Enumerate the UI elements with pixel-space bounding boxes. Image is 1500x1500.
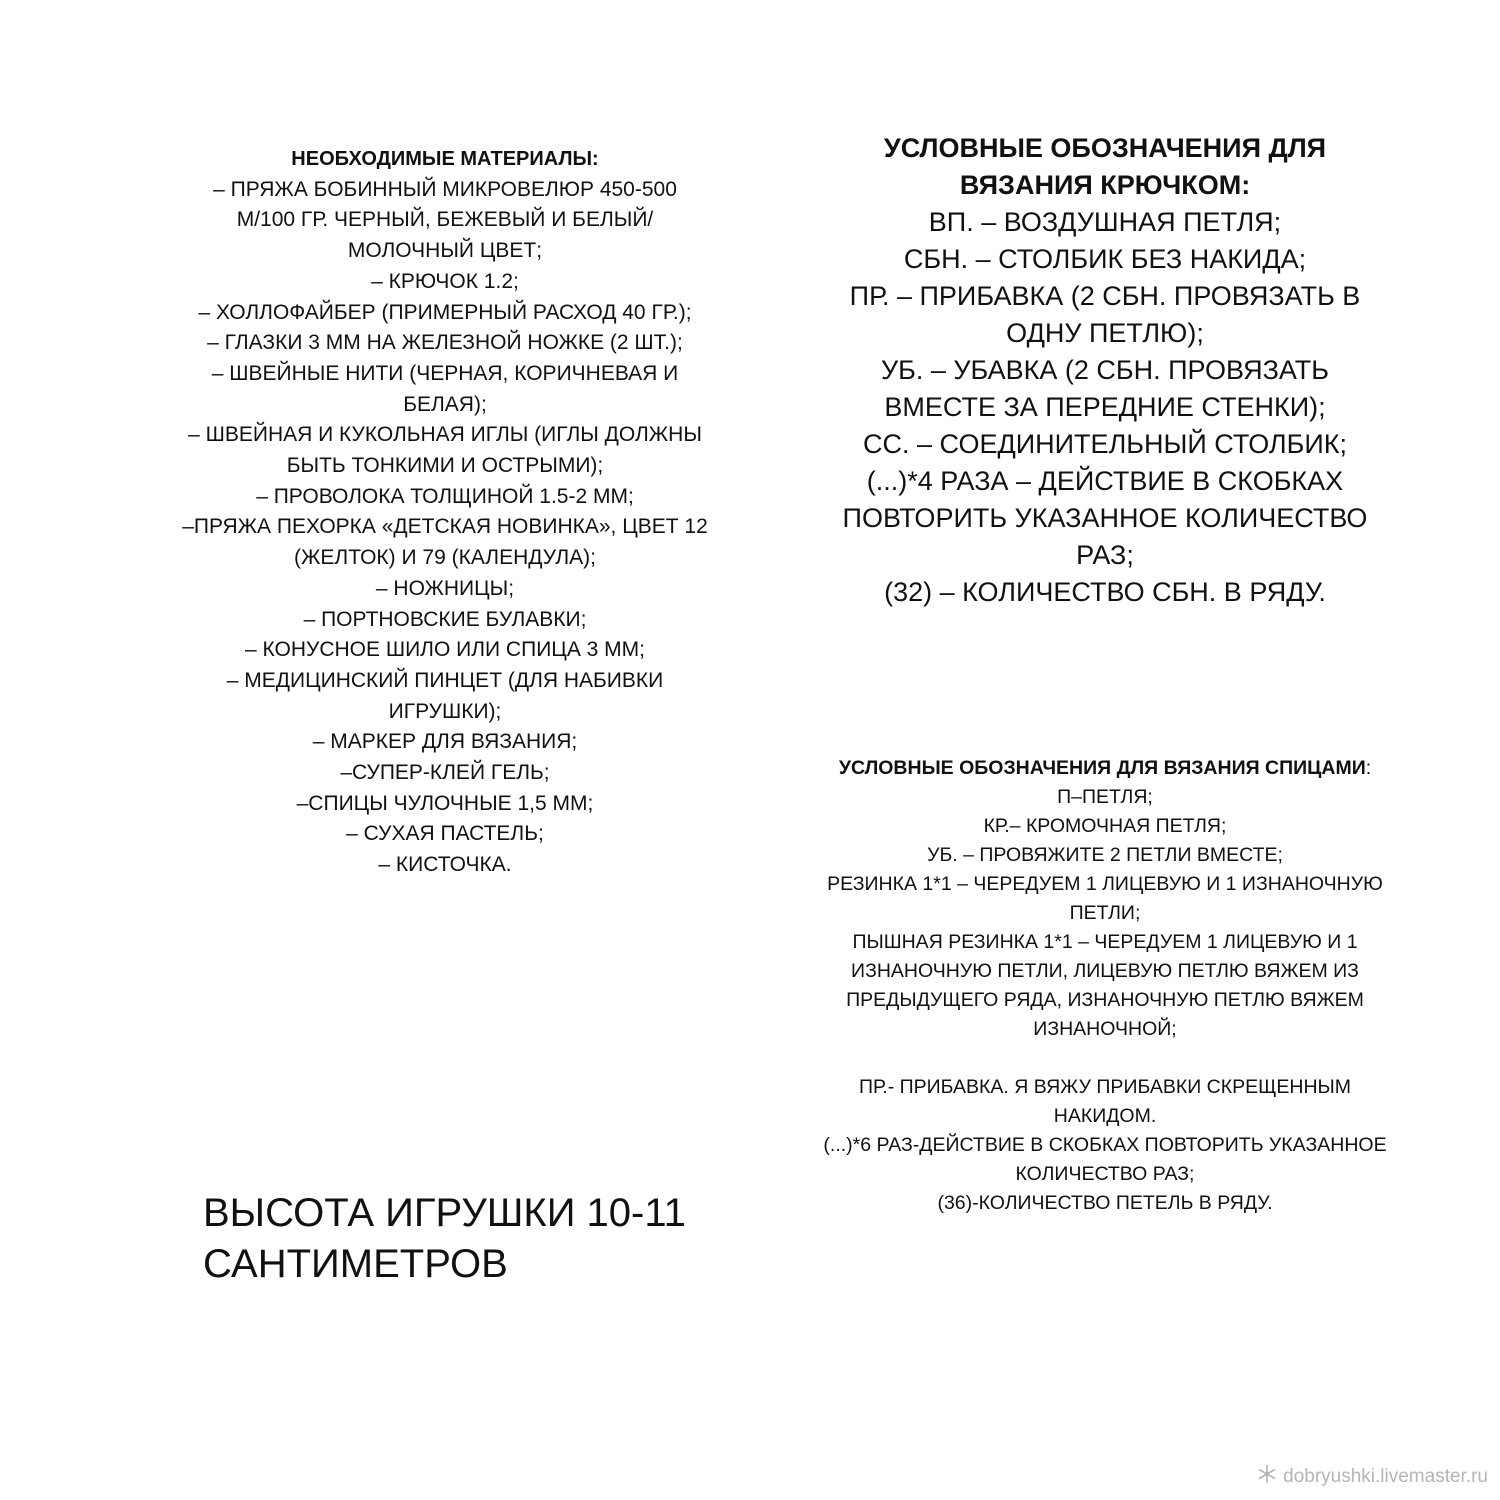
crochet-legend-line: РАЗ; bbox=[1076, 540, 1134, 570]
materials-line: М/100 ГР. ЧЕРНЫЙ, БЕЖЕВЫЙ И БЕЛЫЙ/ bbox=[236, 208, 654, 232]
crochet-legend-line: СС. – СОЕДИНИТЕЛЬНЫЙ СТОЛБИК; bbox=[863, 429, 1347, 459]
materials-line: – ПРОВОЛОКА ТОЛЩИНОЙ 1.5-2 ММ; bbox=[256, 484, 634, 508]
knitting-legend-line: ИЗНАНОЧНОЙ; bbox=[1033, 1018, 1177, 1040]
knitting-legend-line: ПЫШНАЯ РЕЗИНКА 1*1 – ЧЕРЕДУЕМ 1 ЛИЦЕВУЮ И 1 bbox=[852, 931, 1358, 953]
materials-line: – ШВЕЙНАЯ И КУКОЛЬНАЯ ИГЛЫ (ИГЛЫ ДОЛЖНЫ bbox=[188, 423, 702, 447]
crochet-legend-line: ПОВТОРИТЬ УКАЗАННОЕ КОЛИЧЕСТВО bbox=[842, 503, 1368, 533]
materials-section bbox=[145, 144, 745, 881]
knitting-legend-line: (36)-КОЛИЧЕСТВО ПЕТЕЛЬ В РЯДУ. bbox=[937, 1192, 1273, 1214]
knitting-legend-line: УБ. – ПРОВЯЖИТЕ 2 ПЕТЛИ ВМЕСТЕ; bbox=[927, 844, 1283, 866]
knitting-legend-line: ПР.- ПРИБАВКА. Я ВЯЖУ ПРИБАВКИ СКРЕЩЕННЫМ bbox=[858, 1076, 1352, 1098]
knitting-legend-heading bbox=[770, 754, 1440, 783]
watermark bbox=[1257, 1464, 1488, 1490]
materials-line: –СУПЕР-КЛЕЙ ГЕЛЬ; bbox=[340, 761, 550, 785]
materials-line: – СУХАЯ ПАСТЕЛЬ; bbox=[346, 822, 544, 846]
knitting-legend-line: РЕЗИНКА 1*1 – ЧЕРЕДУЕМ 1 ЛИЦЕВУЮ И 1 ИЗНАНОЧНУЮ bbox=[827, 873, 1383, 895]
materials-line: – ГЛАЗКИ 3 ММ НА ЖЕЛЕЗНОЙ НОЖКЕ (2 ШТ.); bbox=[207, 331, 683, 355]
materials-line: – ПОРТНОВСКИЕ БУЛАВКИ; bbox=[303, 607, 587, 631]
materials-line: – КОНУСНОЕ ШИЛО ИЛИ СПИЦА 3 ММ; bbox=[244, 638, 645, 662]
paragraph-gap bbox=[770, 1044, 1440, 1073]
crochet-legend-line: ВМЕСТЕ ЗА ПЕРЕДНИЕ СТЕНКИ); bbox=[884, 392, 1326, 422]
crochet-legend-line: ОДНУ ПЕТЛЮ); bbox=[1006, 318, 1204, 348]
toy-height-line: ВЫСОТА ИГРУШКИ 10-11 bbox=[203, 1191, 686, 1235]
crochet-legend-section bbox=[805, 130, 1405, 611]
knitting-legend-line: НАКИДОМ. bbox=[1053, 1105, 1157, 1127]
knitting-legend-colon: : bbox=[1365, 757, 1372, 779]
materials-line: МОЛОЧНЫЙ ЦВЕТ; bbox=[347, 239, 543, 263]
crochet-legend-line: ПР. – ПРИБАВКА (2 СБН. ПРОВЯЗАТЬ В bbox=[849, 281, 1361, 311]
knitting-legend-line: (...)*6 РАЗ-ДЕЙСТВИЕ В СКОБКАХ ПОВТОРИТЬ УКАЗАННОЕ bbox=[823, 1134, 1387, 1156]
knitting-legend-section bbox=[770, 754, 1440, 1218]
crochet-legend-line: (...)*4 РАЗА – ДЕЙСТВИЕ В СКОБКАХ bbox=[866, 466, 1344, 496]
materials-line: –ПРЯЖА ПЕХОРКА «ДЕТСКАЯ НОВИНКА», ЦВЕТ 12 bbox=[182, 515, 708, 539]
knitting-legend-line: ПЕТЛИ; bbox=[1069, 902, 1141, 924]
materials-line: – НОЖНИЦЫ; bbox=[375, 576, 515, 600]
materials-line: –СПИЦЫ ЧУЛОЧНЫЕ 1,5 ММ; bbox=[296, 791, 594, 815]
toy-height-note bbox=[203, 1188, 823, 1290]
materials-line: БЫТЬ ТОНКИМИ И ОСТРЫМИ); bbox=[286, 454, 604, 478]
watermark-text: dobryushki.livemaster.ru bbox=[1283, 1466, 1488, 1487]
crochet-legend-line: СБН. – СТОЛБИК БЕЗ НАКИДА; bbox=[903, 244, 1307, 274]
snowflake-icon bbox=[1257, 1464, 1277, 1490]
materials-line: – КРЮЧОК 1.2; bbox=[371, 269, 519, 293]
knitting-legend-line: ИЗНАНОЧНУЮ ПЕТЛИ, ЛИЦЕВУЮ ПЕТЛЮ ВЯЖЕМ ИЗ bbox=[851, 960, 1359, 982]
materials-line: – ШВЕЙНЫЕ НИТИ (ЧЕРНАЯ, КОРИЧНЕВАЯ И bbox=[211, 361, 679, 385]
materials-line: – ПРЯЖА БОБИННЫЙ МИКРОВЕЛЮР 450-500 bbox=[213, 177, 677, 201]
materials-title: НЕОБХОДИМЫЕ МАТЕРИАЛЫ: bbox=[291, 148, 599, 170]
crochet-legend-line: ВП. – ВОЗДУШНАЯ ПЕТЛЯ; bbox=[928, 207, 1282, 237]
knitting-legend-line: КОЛИЧЕСТВО РАЗ; bbox=[1015, 1163, 1195, 1185]
crochet-legend-title: УСЛОВНЫЕ ОБОЗНАЧЕНИЯ ДЛЯ bbox=[883, 133, 1327, 163]
knitting-legend-line: ПРЕДЫДУЩЕГО РЯДА, ИЗНАНОЧНУЮ ПЕТЛЮ ВЯЖЕМ bbox=[846, 989, 1364, 1011]
crochet-legend-title: ВЯЗАНИЯ КРЮЧКОМ: bbox=[959, 170, 1251, 200]
materials-line: ИГРУШКИ); bbox=[388, 699, 502, 723]
crochet-legend-line: (32) – КОЛИЧЕСТВО СБН. В РЯДУ. bbox=[884, 577, 1326, 607]
toy-height-line: САНТИМЕТРОВ bbox=[203, 1242, 508, 1286]
materials-line: – ХОЛЛОФАЙБЕР (ПРИМЕРНЫЙ РАСХОД 40 ГР.); bbox=[198, 300, 692, 324]
materials-line: – КИСТОЧКА. bbox=[378, 853, 512, 877]
knitting-legend-line: П–ПЕТЛЯ; bbox=[1057, 786, 1153, 808]
knitting-legend-line: КР.– КРОМОЧНАЯ ПЕТЛЯ; bbox=[983, 815, 1227, 837]
materials-line: БЕЛАЯ); bbox=[403, 392, 487, 416]
materials-line: (ЖЕЛТОК) И 79 (КАЛЕНДУЛА); bbox=[294, 546, 596, 570]
crochet-legend-line: УБ. – УБАВКА (2 СБН. ПРОВЯЗАТЬ bbox=[880, 355, 1329, 385]
materials-line: – МЕДИЦИНСКИЙ ПИНЦЕТ (ДЛЯ НАБИВКИ bbox=[226, 668, 664, 692]
materials-line: – МАРКЕР ДЛЯ ВЯЗАНИЯ; bbox=[312, 730, 578, 754]
knitting-legend-title: УСЛОВНЫЕ ОБОЗНАЧЕНИЯ ДЛЯ ВЯЗАНИЯ СПИЦАМИ bbox=[838, 757, 1366, 779]
